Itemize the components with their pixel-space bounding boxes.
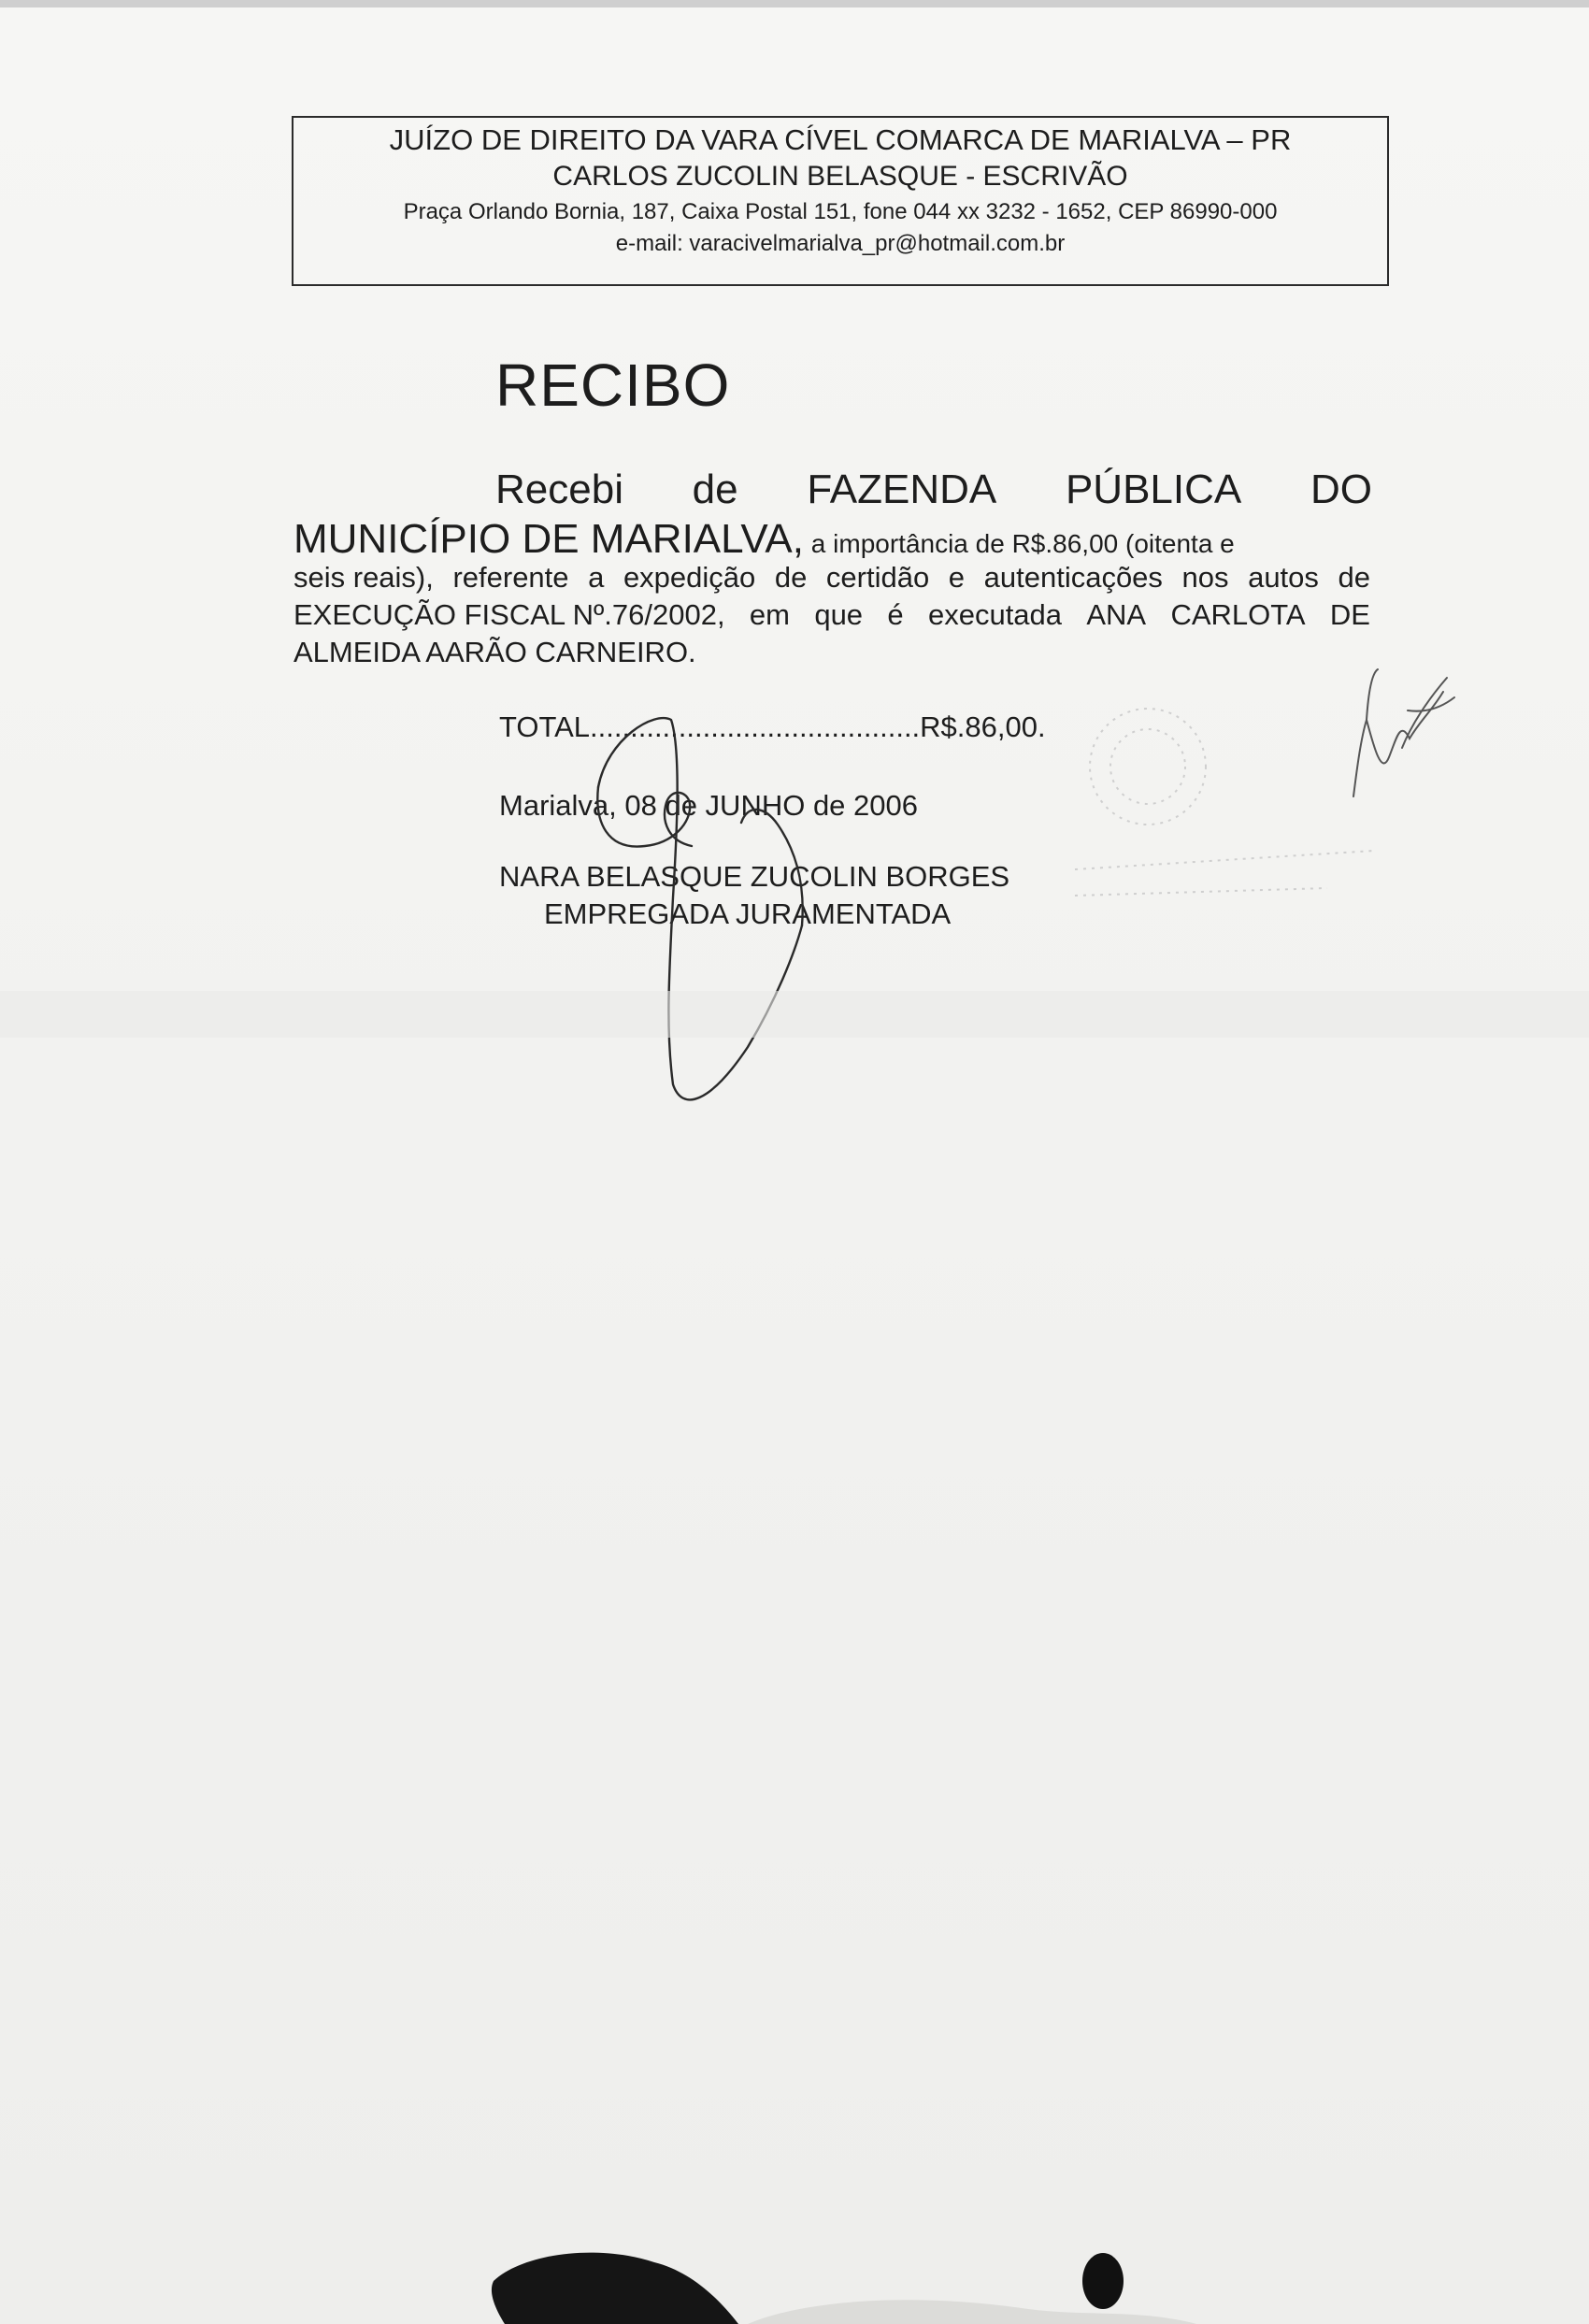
court-email: e-mail: varacivelmarialva_pr@hotmail.com.br (615, 231, 1066, 256)
word: Recebi (495, 466, 623, 512)
word: referente (452, 561, 569, 594)
word: PÚBLICA (1065, 466, 1242, 512)
signatory-name: NARA BELASQUE ZUCOLIN BORGES (499, 860, 1010, 893)
word: em (749, 598, 790, 631)
word: CARLOTA (1170, 598, 1306, 631)
amount-text: a importância de R$.86,00 (oitenta e (804, 529, 1235, 558)
clerk-name: CARLOS ZUCOLIN BELASQUE - ESCRIVÃO (552, 161, 1128, 192)
margin-initials (1353, 669, 1454, 796)
word: DO (1310, 466, 1372, 512)
receipt-line-case (293, 596, 1370, 634)
court-header-box (292, 116, 1389, 286)
payer-name: MUNICÍPIO DE MARIALVA, (293, 516, 805, 562)
word: a (588, 561, 605, 594)
receipt-date: Marialva, 08 de JUNHO de 2006 (499, 789, 919, 822)
faint-stamp (1075, 709, 1374, 896)
word: que (814, 598, 864, 631)
scan-top-edge (0, 0, 1589, 7)
word: de (774, 561, 808, 594)
word: autos (1248, 561, 1319, 594)
word: e (948, 561, 966, 594)
word: certidão (825, 561, 930, 594)
court-name: JUÍZO DE DIREITO DA VARA CÍVEL COMARCA DE MARIALVA – PR (389, 123, 1292, 156)
word: seis reais), (293, 561, 434, 594)
document-title: RECIBO (495, 351, 731, 419)
court-address: Praça Orlando Bornia, 187, Caixa Postal 151, fone 044 xx 3232 - 1652, CEP 86990-000 (403, 199, 1278, 224)
signatory-role: EMPREGADA JURAMENTADA (544, 897, 952, 930)
word: ANA (1086, 598, 1147, 631)
word: nos (1181, 561, 1229, 594)
word: executada (927, 598, 1063, 631)
receipt-opening (495, 462, 1372, 518)
scan-fold-band (0, 991, 1589, 1038)
total-amount: TOTAL.........................................R$.86,00. (499, 710, 1046, 743)
receipt-line-purpose (293, 559, 1370, 596)
bottom-ink-smudge (492, 2253, 1196, 2324)
word: é (887, 598, 904, 631)
word: autenticações (983, 561, 1163, 594)
word: de (1338, 561, 1370, 594)
word: de (692, 466, 738, 512)
word: FAZENDA (807, 466, 997, 512)
word: expedição (623, 561, 756, 594)
defendant-name: ALMEIDA AARÃO CARNEIRO. (293, 636, 696, 668)
word: DE (1329, 598, 1370, 631)
case-number: EXECUÇÃO FISCAL Nº.76/2002, (293, 598, 725, 631)
